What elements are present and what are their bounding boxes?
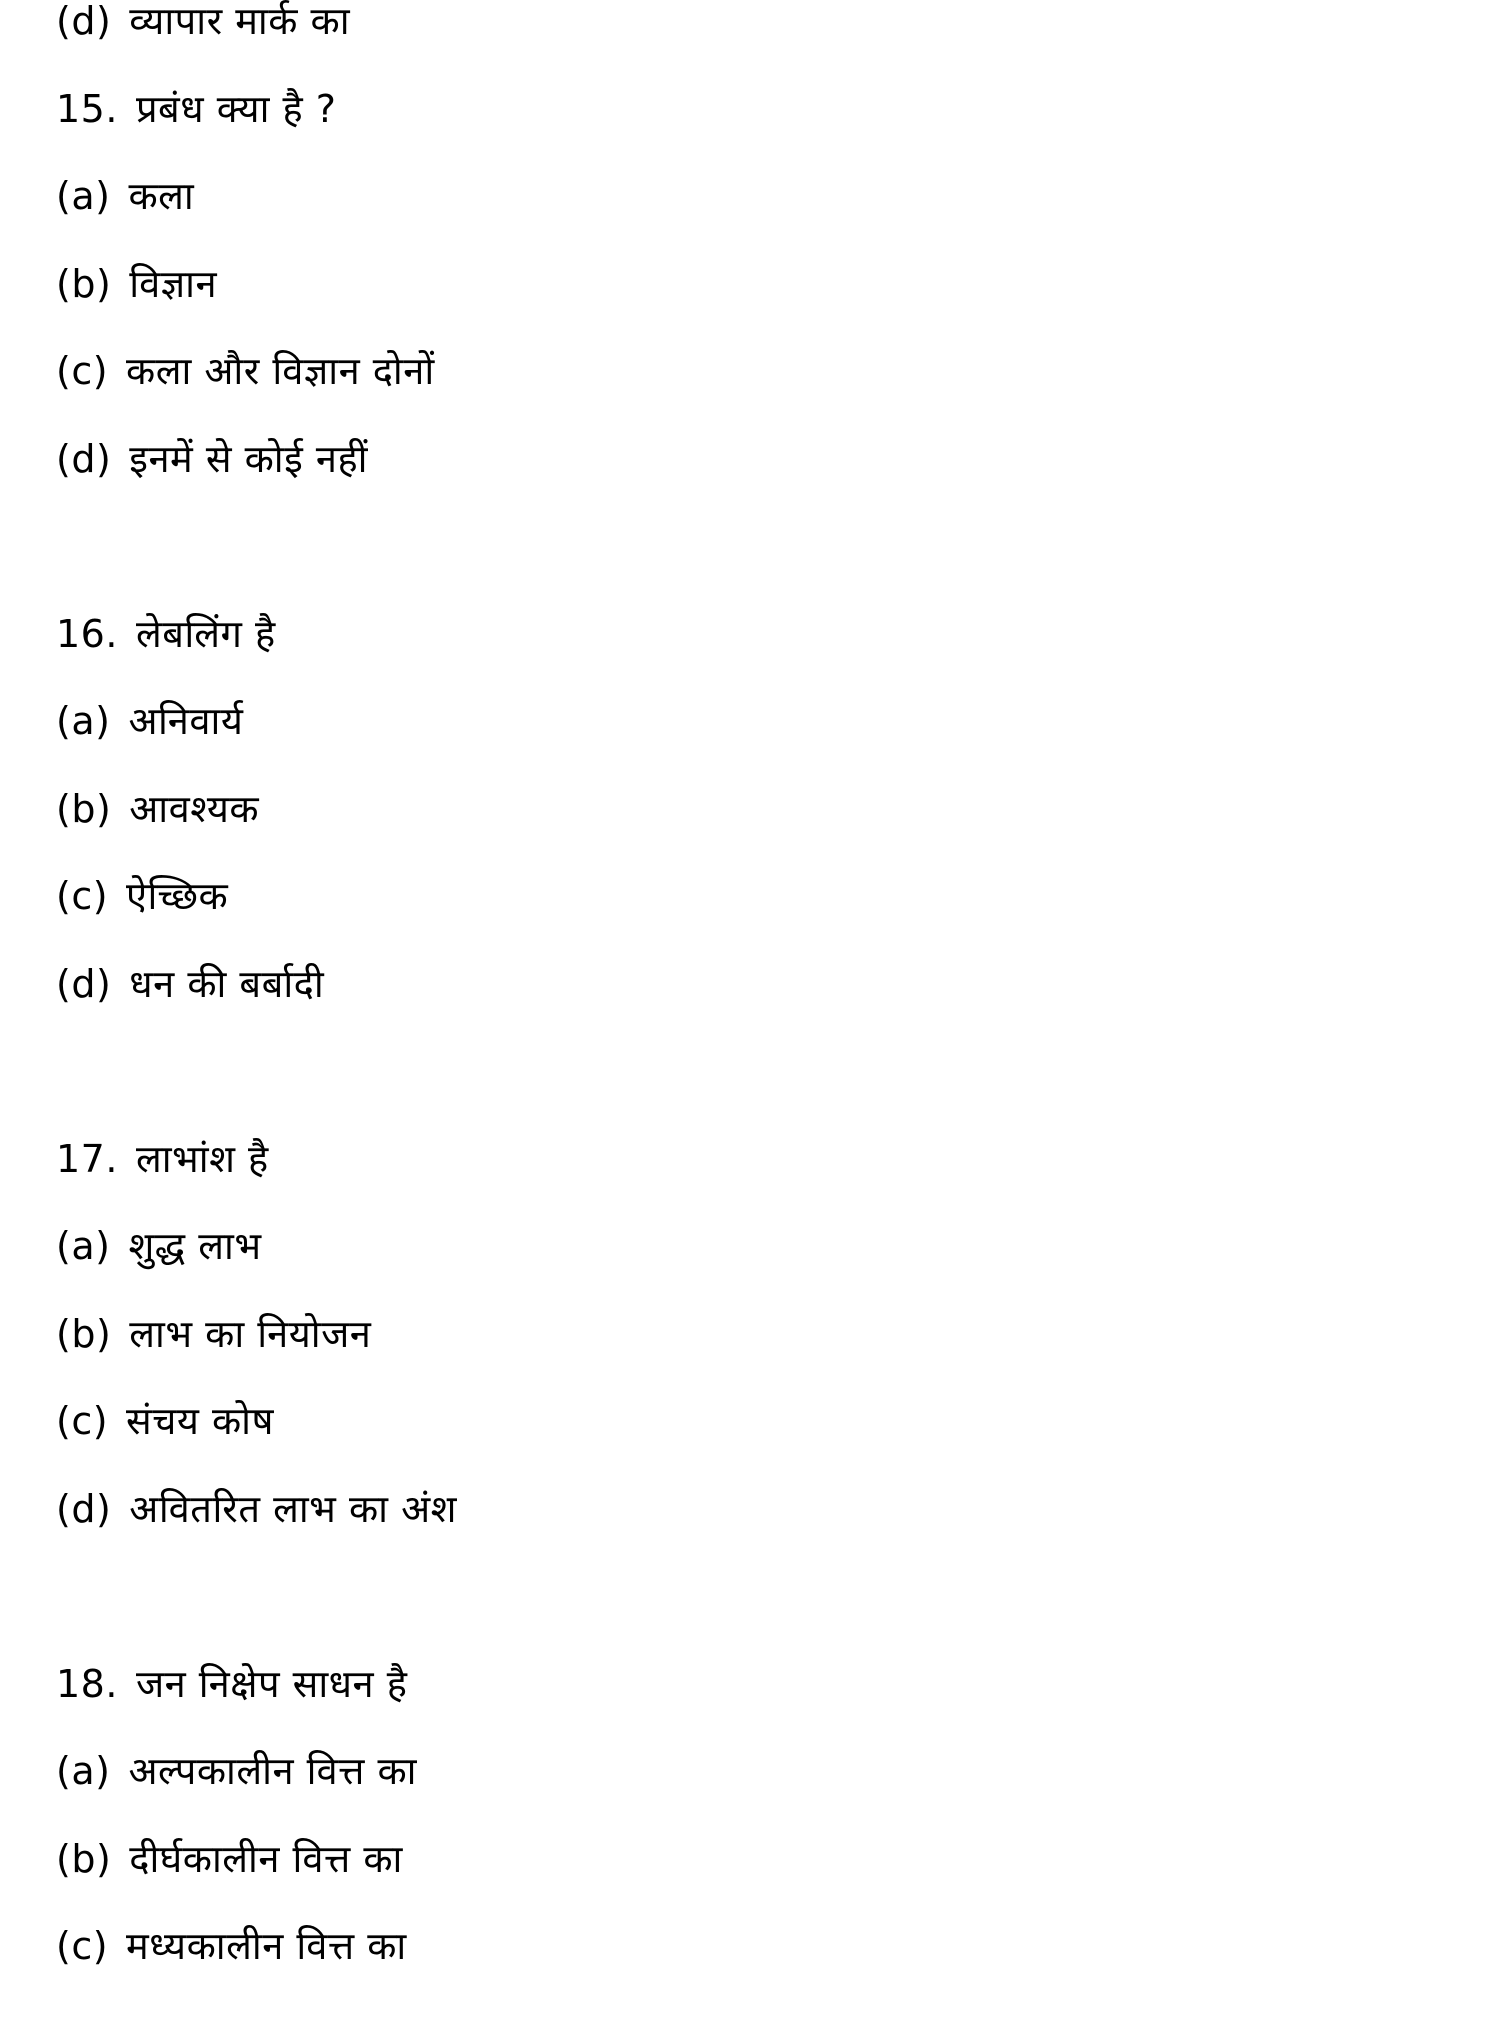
option-16-d (56, 962, 325, 1006)
option-label: (b) (56, 787, 112, 831)
question-18 (56, 1662, 408, 1706)
question-number: 17. (56, 1137, 118, 1181)
option-15-d (56, 437, 368, 481)
option-label: (c) (56, 349, 109, 393)
option-label: (c) (56, 1399, 109, 1443)
question-number: 16. (56, 612, 118, 656)
question-text: लेबलिंग है (135, 612, 276, 656)
option-text: कला और विज्ञान दोनों (126, 349, 435, 393)
option-label: (a) (56, 1224, 111, 1268)
option-text: कला (128, 174, 195, 218)
option-text: आवश्यक (129, 787, 260, 831)
question-15 (56, 87, 337, 131)
option-18-a (56, 1749, 417, 1793)
option-15-a (56, 174, 195, 218)
option-text: अवितरित लाभ का अंश (129, 1487, 457, 1531)
option-label: (d) (56, 962, 112, 1006)
option-text: धन की बर्बादी (129, 962, 325, 1006)
option-16-a (56, 699, 244, 743)
option-18-b (56, 1837, 403, 1881)
option-text: ऐच्छिक (126, 874, 229, 918)
question-text: जन निक्षेप साधन है (135, 1662, 408, 1706)
option-14-d (56, 0, 351, 43)
option-label: (b) (56, 1837, 112, 1881)
option-text: अल्पकालीन वित्त का (128, 1749, 417, 1793)
option-15-b (56, 262, 218, 306)
question-text: लाभांश है (135, 1137, 269, 1181)
option-label: (a) (56, 174, 111, 218)
option-16-c (56, 874, 229, 918)
option-text: संचय कोष (126, 1399, 274, 1443)
option-label: (d) (56, 437, 112, 481)
option-label: (b) (56, 1312, 112, 1356)
question-number: 18. (56, 1662, 118, 1706)
option-label: (a) (56, 1749, 111, 1793)
question-16 (56, 612, 276, 656)
option-text: मध्यकालीन वित्त का (126, 1924, 407, 1968)
option-label: (c) (56, 874, 109, 918)
option-label: (d) (56, 0, 112, 43)
option-17-c (56, 1399, 274, 1443)
option-label: (b) (56, 262, 112, 306)
option-text: शुद्ध लाभ (128, 1224, 262, 1268)
option-16-b (56, 787, 260, 831)
option-text: लाभ का नियोजन (129, 1312, 372, 1356)
option-text: दीर्घकालीन वित्त का (129, 1837, 403, 1881)
question-text: प्रबंध क्या है ? (135, 87, 337, 131)
option-label: (d) (56, 1487, 112, 1531)
option-17-b (56, 1312, 372, 1356)
option-text: अनिवार्य (128, 699, 244, 743)
question-number: 15. (56, 87, 118, 131)
option-15-c (56, 349, 435, 393)
option-18-c (56, 1924, 407, 1968)
option-text: व्यापार मार्क का (129, 0, 351, 43)
option-text: विज्ञान (129, 262, 218, 306)
option-label: (a) (56, 699, 111, 743)
option-17-d (56, 1487, 457, 1531)
option-label: (c) (56, 1924, 109, 1968)
option-text: इनमें से कोई नहीं (129, 437, 368, 481)
option-17-a (56, 1224, 262, 1268)
question-17 (56, 1137, 269, 1181)
